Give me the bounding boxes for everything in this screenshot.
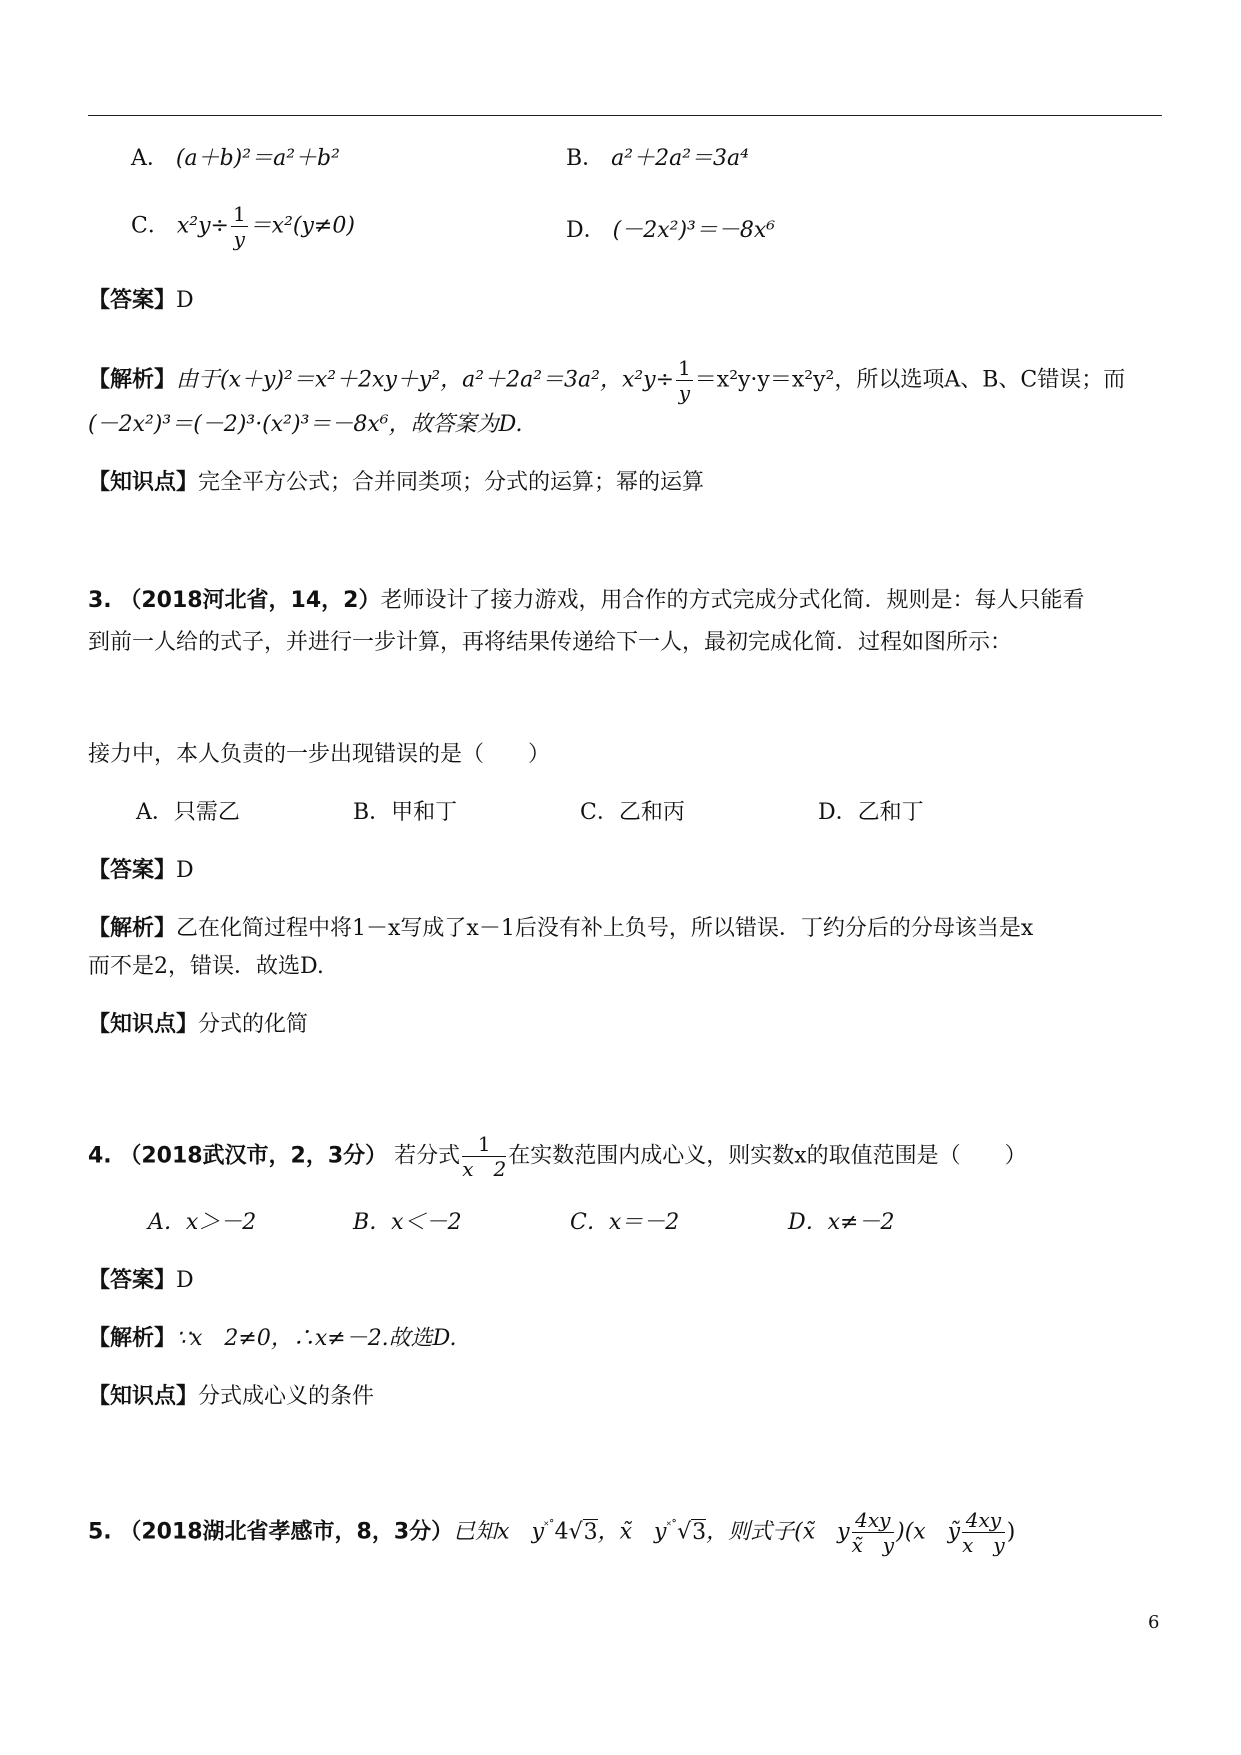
q2-answer bbox=[88, 290, 194, 312]
q4-option-b: B．x＜－2 bbox=[353, 1210, 462, 1235]
q3-knowledge bbox=[88, 1014, 308, 1036]
analysis-text: ＝x²y·y＝x²y²，所以选项A、B、C错误；而 bbox=[694, 367, 1126, 393]
fraction-numerator: 1 bbox=[678, 356, 691, 380]
q5-fraction-2 bbox=[962, 1510, 1005, 1555]
question-head: 4. （2018武汉市，2，3分） bbox=[88, 1143, 388, 1169]
knowledge-text: 分式成心义的条件 bbox=[198, 1384, 375, 1409]
question-text: ) bbox=[1006, 1519, 1016, 1545]
q3-line1 bbox=[88, 590, 1085, 612]
option-b-expr: a²＋2a²＝3a⁴ bbox=[611, 146, 749, 171]
analysis-text: 乙在化简过程中将1－x写成了x－1后没有补上负号，所以错误．丁约分后的分母该当是x bbox=[176, 916, 1034, 941]
question-text: ，x̃ y bbox=[597, 1519, 667, 1545]
answer-tag: 【答案】 bbox=[88, 288, 177, 313]
question-text: )(x ỹ bbox=[896, 1519, 961, 1545]
option-c-post: ＝x²(y≠0) bbox=[249, 213, 355, 239]
question-head: 5. （2018湖北省孝感市，8，3分） bbox=[88, 1519, 454, 1545]
fraction-numerator: 4xy bbox=[852, 1510, 895, 1533]
fraction-numerator: 1 bbox=[232, 202, 246, 226]
knowledge-tag: 【知识点】 bbox=[88, 470, 199, 495]
q5-line bbox=[88, 1510, 1015, 1555]
q4-answer bbox=[88, 1270, 194, 1292]
question-text: ，则式子(x̃ y bbox=[706, 1519, 850, 1545]
sqrt-icon: √ bbox=[677, 1519, 692, 1545]
question-text: 老师设计了接力游戏，用合作的方式完成分式化简．规则是：每人只能看 bbox=[380, 588, 1085, 613]
q3-option-a: A．只需乙 bbox=[136, 800, 240, 825]
fraction-numerator: 1 bbox=[462, 1134, 506, 1157]
fraction-numerator: 4xy bbox=[962, 1510, 1005, 1533]
knowledge-tag: 【知识点】 bbox=[88, 1012, 199, 1037]
option-a-label: A． bbox=[131, 146, 169, 171]
option-a bbox=[131, 148, 340, 170]
radicand: 3 bbox=[692, 1519, 707, 1545]
question-text: 若分式 bbox=[394, 1143, 461, 1169]
fraction-denominator: x y bbox=[962, 1533, 1005, 1557]
question-head: 3. （2018河北省，14，2） bbox=[88, 588, 381, 613]
q2-knowledge bbox=[88, 472, 704, 494]
q4-knowledge bbox=[88, 1386, 374, 1408]
option-d-expr: (－2x²)³＝－8x⁶ bbox=[612, 218, 776, 243]
option-c-label: C． bbox=[131, 213, 170, 239]
fraction-denominator: y bbox=[678, 381, 691, 405]
question-text: 在实数范围内成心义，则实数x的取值范围是（ ） bbox=[508, 1143, 1027, 1169]
option-d bbox=[566, 220, 775, 242]
answer-value: D bbox=[176, 288, 194, 313]
analysis-text: 由于(x＋y)²＝x²＋2xy＋y²，a²＋2a²＝3a²，x²y÷ bbox=[176, 367, 675, 393]
q4-option-d: D．x≠－2 bbox=[788, 1210, 895, 1235]
q4-fraction bbox=[462, 1134, 506, 1179]
knowledge-text: 分式的化简 bbox=[198, 1012, 309, 1037]
answer-tag: 【答案】 bbox=[88, 1268, 177, 1293]
q2-analysis-line2: (－2x²)³＝(－2)³·(x²)³＝－8x⁶，故答案为D. bbox=[88, 412, 523, 437]
q4-option-a: A．x＞－2 bbox=[148, 1210, 257, 1235]
option-b bbox=[566, 148, 749, 170]
question-text: 4 bbox=[554, 1519, 569, 1545]
option-a-expr: (a＋b)²＝a²＋b² bbox=[175, 146, 340, 171]
q4-analysis bbox=[88, 1328, 457, 1350]
q3-option-b: B．甲和丁 bbox=[353, 800, 458, 825]
knowledge-text: 完全平方公式；合并同类项；分式的运算；幂的运算 bbox=[198, 470, 705, 495]
analysis-tag: 【解析】 bbox=[88, 1326, 177, 1351]
answer-value: D bbox=[176, 1268, 194, 1293]
q3-option-c: C．乙和丙 bbox=[580, 800, 685, 825]
q3-option-d: D．乙和丁 bbox=[818, 800, 924, 825]
q3-question: 接力中，本人负责的一步出现错误的是（ ） bbox=[88, 742, 551, 767]
q4-line bbox=[88, 1134, 1027, 1179]
q3-answer bbox=[88, 860, 194, 882]
answer-tag: 【答案】 bbox=[88, 858, 177, 883]
analysis-tag: 【解析】 bbox=[88, 916, 177, 941]
analysis-tag: 【解析】 bbox=[88, 367, 177, 393]
sqrt-icon: √ bbox=[568, 1519, 583, 1545]
option-c-fraction bbox=[231, 204, 248, 249]
analysis-fraction bbox=[676, 358, 693, 403]
answer-value: D bbox=[176, 858, 194, 883]
garbled-glyph: ˟˚ bbox=[544, 1518, 555, 1533]
question-text: 已知x y bbox=[453, 1519, 545, 1545]
q3-analysis-line2: 而不是2，错误．故选D. bbox=[88, 954, 324, 979]
header-rule bbox=[88, 115, 1162, 116]
option-b-label: B． bbox=[566, 146, 605, 171]
knowledge-tag: 【知识点】 bbox=[88, 1384, 199, 1409]
fraction-denominator: y bbox=[233, 227, 245, 251]
q2-analysis-line1 bbox=[88, 358, 1125, 403]
fraction-denominator: x̃ y bbox=[851, 1533, 895, 1557]
option-d-label: D． bbox=[566, 218, 606, 243]
q3-line2: 到前一人给的式子，并进行一步计算，再将结果传递给下一人，最初完成化简．过程如图所示： bbox=[88, 630, 1013, 655]
fraction-denominator: x 2 bbox=[462, 1157, 507, 1181]
garbled-glyph: ˟˚ bbox=[666, 1518, 678, 1533]
q5-fraction-1 bbox=[852, 1510, 895, 1555]
q4-option-c: C．x＝－2 bbox=[570, 1210, 680, 1235]
option-c bbox=[131, 204, 355, 249]
page-number: 6 bbox=[1148, 1612, 1160, 1633]
q3-analysis-line1 bbox=[88, 918, 1033, 940]
analysis-text: ∵x 2≠0，∴x≠－2.故选D. bbox=[176, 1326, 457, 1351]
option-c-pre: x²y÷ bbox=[176, 213, 229, 239]
radicand: 3 bbox=[583, 1519, 598, 1545]
